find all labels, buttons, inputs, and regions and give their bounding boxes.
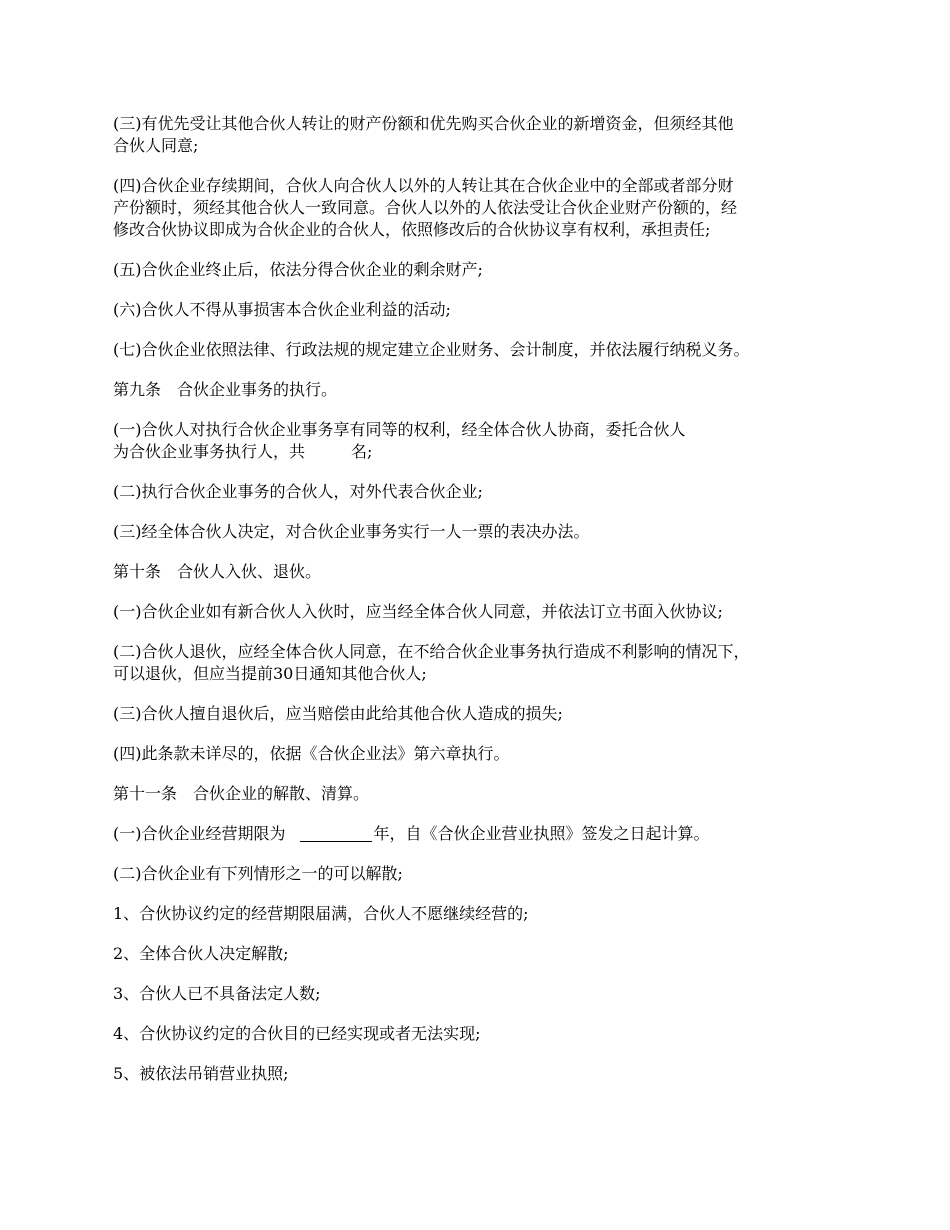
- text-line: 合伙人同意;: [113, 136, 199, 155]
- text-line: (五)合伙企业终止后，依法分得合伙企业的剩余财产;: [113, 260, 483, 279]
- paragraph: [113, 743, 843, 765]
- text-line: 可以退伙，但应当提前30日通知其他合伙人;: [113, 664, 427, 683]
- text-fragment: (一)合伙企业经营期限为: [113, 824, 286, 843]
- text-fragment: 年，自《合伙企业营业执照》签发之日起计算。: [373, 824, 710, 843]
- paragraph: [113, 339, 843, 361]
- paragraph: [113, 521, 843, 543]
- text-line: 产份额时，须经其他合伙人一致同意。合伙人以外的人依法受让合伙企业财产份额的，经: [113, 198, 738, 217]
- paragraph: [113, 175, 843, 241]
- list-item: [113, 1023, 843, 1045]
- paragraph: [113, 299, 843, 321]
- text-line: [113, 823, 843, 845]
- text-line: 2、全体合伙人决定解散;: [113, 944, 289, 963]
- text-line: (一)合伙企业如有新合伙人入伙时，应当经全体合伙人同意，并依法订立书面入伙协议;: [113, 602, 723, 621]
- text-line: (二)合伙企业有下列情形之一的可以解散;: [113, 864, 403, 883]
- text-fragment: 为合伙企业事务执行人，共: [113, 442, 306, 461]
- text-line: 第十条 合伙人入伙、退伙。: [113, 562, 322, 581]
- text-line: [113, 441, 843, 463]
- paragraph: [113, 481, 843, 503]
- paragraph: [113, 259, 843, 281]
- text-line: 4、合伙协议约定的合伙目的已经实现或者无法实现;: [113, 1024, 481, 1043]
- paragraph: [113, 601, 843, 623]
- paragraph: [113, 863, 843, 885]
- text-line: (一)合伙人对执行合伙企业事务享有同等的权利，经全体合伙人协商，委托合伙人: [113, 420, 686, 439]
- paragraph: [113, 419, 843, 463]
- list-item: [113, 943, 843, 965]
- text-line: 第九条 合伙企业事务的执行。: [113, 380, 338, 399]
- text-line: (四)合伙企业存续期间，合伙人向合伙人以外的人转让其在合伙企业中的全部或者部分财: [113, 176, 734, 195]
- text-line: 第十一条 合伙企业的解散、清算。: [113, 784, 370, 803]
- text-line: (四)此条款未详尽的，依据《合伙企业法》第六章执行。: [113, 744, 510, 763]
- paragraph: [113, 703, 843, 725]
- paragraph: [113, 641, 843, 685]
- section-heading: [113, 561, 843, 583]
- text-line: 3、合伙人已不具备法定人数;: [113, 984, 321, 1003]
- text-line: 1、合伙协议约定的经营期限届满，合伙人不愿继续经营的;: [113, 904, 529, 923]
- text-line: (二)合伙人退伙，应经全体合伙人同意，在不给合伙企业事务执行造成不利影响的情况下，: [113, 642, 750, 661]
- text-line: (七)合伙企业依照法律、行政法规的规定建立企业财务、会计制度，并依法履行纳税义务。: [113, 340, 750, 359]
- fill-in-blank: [300, 825, 372, 842]
- paragraph: [113, 823, 843, 845]
- text-line: (二)执行合伙企业事务的合伙人，对外代表合伙企业;: [113, 482, 483, 501]
- text-line: (六)合伙人不得从事损害本合伙企业利益的活动;: [113, 300, 451, 319]
- text-fragment: 名;: [351, 442, 373, 461]
- text-line: 修改合伙协议即成为合伙企业的合伙人，依照修改后的合伙协议享有权利，承担责任;: [113, 220, 711, 239]
- section-heading: [113, 783, 843, 805]
- text-line: (三)合伙人擅自退伙后，应当赔偿由此给其他合伙人造成的损失;: [113, 704, 563, 723]
- text-line: (三)有优先受让其他合伙人转让的财产份额和优先购买合伙企业的新增资金，但须经其他: [113, 114, 734, 133]
- text-line: 5、被依法吊销营业执照;: [113, 1064, 289, 1083]
- document-body: [113, 113, 843, 1103]
- text-line: (三)经全体合伙人决定，对合伙企业事务实行一人一票的表决办法。: [113, 522, 590, 541]
- paragraph: [113, 113, 843, 157]
- section-heading: [113, 379, 843, 401]
- list-item: [113, 983, 843, 1005]
- list-item: [113, 903, 843, 925]
- list-item: [113, 1063, 843, 1085]
